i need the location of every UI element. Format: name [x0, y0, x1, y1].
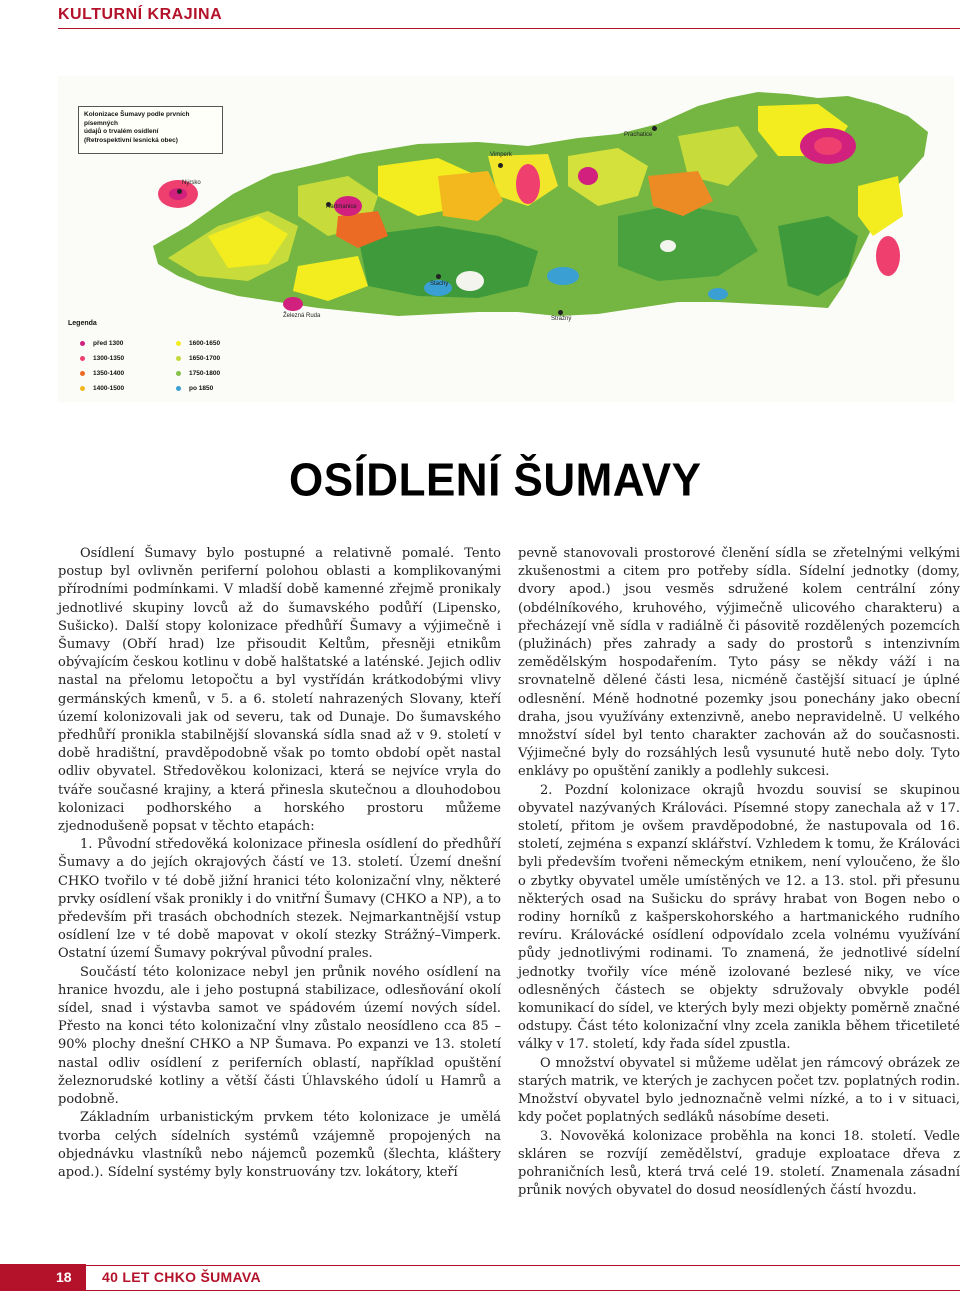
legend-swatch [176, 386, 181, 391]
legend-swatch [80, 341, 85, 346]
place-label: Železná Ruda [283, 313, 321, 319]
paragraph: 1. Původní středověká kolonizace přinesla osídlení do předhůří Šumavy a do jejích okrajových částí ve 13. století. Území dnešní CHKO tvořilo v té době jižní hranici této kolonizační vlny, některé prvky osídlení však pronikly i do vnitřní Šumavy (CHKO a NP), a to především při trasách obchodních stezek. Nejmarkantnější vstup osídlení lze v té době mapovat v okolí stezky Strážný–Vimperk. Ostatní území Šumavy pokrýval původní prales. [58, 837, 501, 962]
place-marker [498, 163, 503, 168]
legend-label: po 1850 [189, 385, 214, 392]
section-label: KULTURNÍ KRAJINA [58, 6, 223, 23]
paragraph: 2. Pozdní kolonizace okrajů hvozdu souvisí se skupinou obyvatel nazývaných Králováci. Písemné stopy zanechala až v 17. století, přitom je ovšem pravděpodobné, že nastupovala od 16. století, zejména s expanzí sklářství. Vzhledem k tomu, že Králováci byli především tvořeni německým etnikem, není vyloučeno, že šlo o zbytky obyvatel uměle umístěných ve 12. a 13. stol. při přesunu některých osad na Sušicku do správy hrabat von Bogen nebo o rodiny horníků z kašperskohorského a hartmanického rudního revíru. Královácké osídlení odpovídalo zcela volnému využívání půdy jednotlivými rodinami. To znamená, že jednotlivé sídelní jednotky tvořily více méně izolované bezlesé niky, ve více odlesněných částech se objekty sdružovaly obvykle podél komunikací do sídel, ve kterých byly mezi objekty poměrně značné odstupy. Část této kolonizační vlny zcela zanikla během třicetileté války v 17. století, kdy řada sídel zpustla. [518, 782, 960, 1053]
paragraph: pevně stanovovali prostorové členění sídla se zřetelnými velkými zkušenostmi a citem pro potřeby sídla. Sídelní jednotky (domy, dvory apod.) jsou vesměs sdružené kolem centrální zóny (obdélníkového, kruhového, výjimečně ulicového charakteru) a přecházejí vně sídla v radiálně či pásovitě rozdělených pozemcích (plužinách) přes zahrady a sady do prostorů s intenzivním zemědělským hospodařením. Tyto pásy se někdy váží i na srovnatelně dělené části lesa, nicméně častější situací je úplné odlesnění. Méně hodnotné pozemky jsou ponechány jako obecní draha, jsou využívány extenzivně, anebo nepravidelně. U velkého množství sídel byl tento charakter zachován až do současnosti. Výjimečné byly do rozsáhlých lesů vysunuté hutě nebo doly. Tyto enklávy po opuštění zanikly a podlehly sukcesi. [518, 546, 960, 780]
place-label: Vimperk [490, 152, 512, 158]
place-label: Strážný [551, 316, 572, 322]
paragraph: Osídlení Šumavy bylo postupné a relativně pomalé. Tento postup byl ovlivněn periferní polohou oblasti a komplikovanými přírodními podmínkami. V mladší době kamenné zřejmě pronikaly jednotlivé skupiny lovců až do šumavského podůří (Lipensko, Sušicko). Další stopy kolonizace předhůří Šumavy a výjimečně i Šumavy (Obří hrad) lze přisoudit Keltům, přesněji etnikům obývajícím českou kotlinu v době halštatské a laténské. Jejich odliv nastal na přelomu letopočtu a byl vystřídán krátkodobými vlivy germánských kmenů, v 5. a 6. století nahrazených Slovany, kteří území kolonizovali jak od severu, tak od Dunaje. Do šumavského předhůří pronikla stabilnější slovanská sídla snad až v 9. století v době hradištní, pravděpodobně však po tomto období opět nastal odliv obyvatel. Středověkou kolonizaci, která se nejvíce vryla do tváře současné krajiny, a která přinesla skutečnou a dlouhodobou kolonizaci podhorského a horského prostoru můžeme zjednodušeně popsat v těchto etapách: [58, 546, 501, 835]
legend-swatch [80, 371, 85, 376]
place-marker [652, 126, 657, 131]
legend-swatch [80, 356, 85, 361]
legend-item [176, 336, 272, 351]
place-marker [436, 274, 441, 279]
legend-title: Legenda [68, 320, 97, 327]
paragraph: Základním urbanistickým prvkem této kolonizace je umělá tvorba celých sídelních systémů vzájemně propojených na objednávku vlastníků nebo nájemců pozemků (šlechta, kláštery apod.). Sídelní systémy byly konstruovány tzv. lokátory, kteří [58, 1110, 501, 1180]
legend-label: 1600-1650 [189, 340, 221, 347]
paragraph: O množství obyvatel si můžeme udělat jen rámcový obrázek ze starých matrik, ve kterých je zachycen počet tzv. poplatných rodin. Množství obyvatel bylo jednoznačně velmi nízké, a to i v situaci, kdy počet poplatných sedláků násobíme deseti. [518, 1055, 960, 1126]
colonization-map [58, 76, 954, 402]
page-number: 18 [56, 1269, 72, 1285]
right-column [518, 545, 960, 1200]
legend-item [80, 381, 176, 396]
legend-swatch [176, 371, 181, 376]
legend-label: 1400-1500 [93, 385, 125, 392]
place-marker [558, 310, 563, 315]
map-caption-line: Kolonizace Šumavy podle prvních písemných [84, 111, 190, 127]
legend-item [176, 381, 272, 396]
place-label: Hartmanice [326, 204, 357, 210]
place-label: Stachy [430, 281, 449, 287]
legend-swatch [80, 386, 85, 391]
footer-accent-block [0, 1264, 86, 1291]
paragraph: Součástí této kolonizace nebyl jen průnik nového osídlení na hranice hvozdu, ale i jeho postupná stabilizace, odlesňování okolí sídel, snad i výstavba samot ve spádovém území nových sídel. Přesto na konci této kolonizační vlny zůstalo neosídleno cca 85 – 90% plochy dnešní CHKO a NP Šumava. Po expanzi ve 13. století nastal odliv osídlení z periferních oblastí, například opuštění železnorudské kotliny a větší části Úhlavského údolí u Hamrů a podobně. [58, 964, 501, 1108]
legend-item [80, 366, 176, 381]
paragraph: 3. Novověká kolonizace proběhla na konci 18. století. Vedle skláren se rozvíjí zemědělství, graduje exploatace dřeva z pohraničních lesů, která trvá celé 19. století. Znamenala zásadní průnik nových obyvatel do dosud neosídlených částí hvozdu. [518, 1128, 960, 1199]
legend-label: 1350-1400 [93, 370, 125, 377]
legend-item [80, 336, 176, 351]
legend-item [176, 366, 272, 381]
place-label: Nýrsko [182, 180, 201, 186]
publication-title: 40 LET CHKO ŠUMAVA [102, 1269, 261, 1285]
legend-label: 1650-1700 [189, 355, 221, 362]
left-column [58, 545, 501, 1182]
map-caption-line: údajů o trvalém osídlení [84, 128, 159, 135]
page-title: OSÍDLENÍ ŠUMAVY [289, 454, 702, 507]
legend-item [176, 351, 272, 366]
legend-label: 1750-1800 [189, 370, 221, 377]
legend-label: 1300-1350 [93, 355, 125, 362]
legend-swatch [176, 356, 181, 361]
header-rule [58, 28, 960, 29]
map-caption-box [78, 106, 223, 154]
place-label: Prachatice [624, 132, 653, 138]
legend-item [80, 351, 176, 366]
map-caption-line: (Retrospektivní lesnická obec) [84, 136, 178, 144]
footer-rule [86, 1290, 960, 1291]
map-legend [80, 336, 280, 396]
legend-label: před 1300 [93, 340, 124, 347]
footer-rule [86, 1265, 960, 1266]
place-marker [177, 189, 182, 194]
legend-swatch [176, 341, 181, 346]
